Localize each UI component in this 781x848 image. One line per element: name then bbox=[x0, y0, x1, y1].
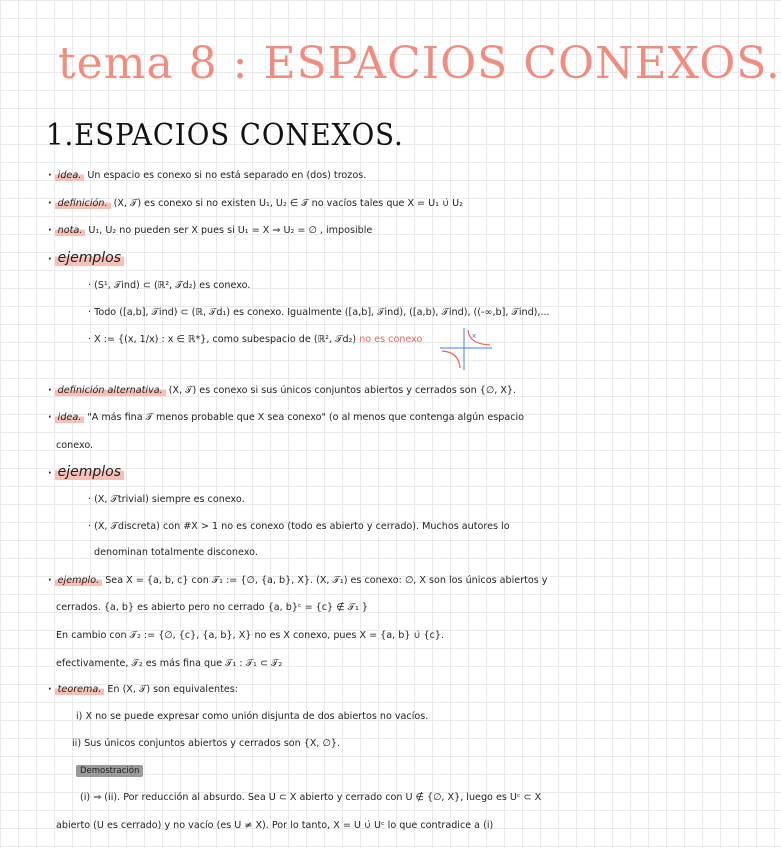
example-3-line: · ejemplo. Sea X = {a, b, c} con 𝒯₁ := {∅, {a, b}, X}. (X, 𝒯₁) es conexo: ∅, X son los únicos abiertos y bbox=[48, 575, 548, 586]
example-2b: · (X, 𝒯discreta) con #X > 1 no es conexo (todo es abierto y cerrado). Muchos autores lo bbox=[88, 521, 510, 532]
example-1c-red: no es conexo bbox=[359, 334, 423, 345]
proof-badge: Demostración bbox=[76, 765, 143, 777]
hyperbola-sketch bbox=[436, 326, 496, 372]
theorem-item-i: i) X no se puede expresar como unión disjunta de dos abiertos no vacíos. bbox=[76, 711, 429, 722]
example-2b-cont: denominan totalmente disconexo. bbox=[94, 547, 258, 558]
idea-text-2: "A más fina 𝒯 menos probable que X sea conexo" (o al menos que contenga algún espacio bbox=[87, 412, 525, 423]
idea-text: Un espacio es conexo si no está separado en (dos) trozos. bbox=[87, 170, 367, 181]
note-line: · nota. U₁, U₂ no pueden ser X pues si U₁ = X ⇒ U₂ = ∅ , imposible bbox=[48, 225, 373, 236]
note-tag: nota. bbox=[55, 225, 86, 236]
theorem-line: · teorema. En (X, 𝒯) son equivalentes: bbox=[48, 684, 238, 695]
definition-tag: definición. bbox=[55, 198, 111, 209]
hyperbola-branch-negative bbox=[442, 351, 460, 368]
proof-line-2: abierto (U es cerrado) y no vacío (es U ≠ X). Por lo tanto, X = U ∪̇ Uᶜ lo que contradice a (i) bbox=[56, 820, 494, 831]
example-3-line-2: cerrados. {a, b} es abierto pero no cerrado {a, b}ᶜ = {c} ∉ 𝒯₁ } bbox=[56, 602, 368, 613]
theorem-text: En (X, 𝒯) son equivalentes: bbox=[107, 684, 238, 695]
theorem-item-ii: ii) Sus únicos conjuntos abiertos y cerrados son {X, ∅}. bbox=[72, 738, 341, 749]
alt-definition-text: (X, 𝒯) es conexo si sus únicos conjuntos abiertos y cerrados son {∅, X}. bbox=[168, 385, 517, 396]
idea-line-1: · idea. Un espacio es conexo si no está separado en (dos) trozos. bbox=[48, 170, 367, 181]
example-3-text: Sea X = {a, b, c} con 𝒯₁ := {∅, {a, b}, X}. (X, 𝒯₁) es conexo: ∅, X son los únicos abiertos y bbox=[105, 575, 548, 586]
example-1a: · (S¹, 𝒯ind) ⊂ (ℝ², 𝒯d₂) es conexo. bbox=[88, 280, 251, 291]
examples-tag-1: ejemplos bbox=[55, 250, 124, 266]
note-text: U₁, U₂ no pueden ser X pues si U₁ = X ⇒ U₂ = ∅ , imposible bbox=[88, 225, 373, 236]
section-heading: 1.ESPACIOS CONEXOS. bbox=[46, 118, 404, 153]
example-1c-text: · X := {(x, 1/x) : x ∈ ℝ*}, como subespacio de (ℝ², 𝒯d₂) bbox=[88, 334, 357, 345]
alt-definition-tag: definición alternativa. bbox=[55, 385, 166, 396]
proof-label bbox=[76, 765, 143, 777]
examples-heading-1: · ejemplos bbox=[48, 252, 124, 266]
examples-tag-2: ejemplos bbox=[55, 464, 124, 480]
example-1b: · Todo ([a,b], 𝒯ind) ⊂ (ℝ, 𝒯d₁) es conexo. Igualmente ([a,b], 𝒯ind), ([a,b), 𝒯ind), ((-∞,b], 𝒯ind),... bbox=[88, 307, 550, 318]
examples-heading-2: · ejemplos bbox=[48, 466, 124, 480]
example-3-tag: ejemplo. bbox=[55, 575, 103, 586]
example-1c bbox=[88, 334, 422, 346]
idea-tag: idea. bbox=[55, 170, 85, 181]
theorem-tag: teorema. bbox=[55, 684, 105, 695]
alt-definition-line: · definición alternativa. (X, 𝒯) es conexo si sus únicos conjuntos abiertos y cerrados son {∅, X}. bbox=[48, 385, 517, 396]
idea-line-2-cont: conexo. bbox=[56, 440, 94, 451]
idea-tag-2: idea. bbox=[55, 412, 85, 423]
definition-line: · definición. (X, 𝒯) es conexo si no existen U₁, U₂ ∈ 𝒯 no vacíos tales que X = U₁ ∪̇ U₂ bbox=[48, 198, 464, 209]
example-2a: · (X, 𝒯trivial) siempre es conexo. bbox=[88, 494, 245, 505]
axis-label: x bbox=[472, 332, 477, 340]
example-3-line-3: En cambio con 𝒯₂ := {∅, {c}, {a, b}, X} no es X conexo, pues X = {a, b} ∪̇ {c}. bbox=[56, 630, 445, 641]
page-title: tema 8 : ESPACIOS CONEXOS. bbox=[58, 38, 781, 89]
example-3-line-4: efectivamente, 𝒯₂ es más fina que 𝒯₁ : 𝒯₁ ⊂ 𝒯₂ bbox=[56, 658, 283, 669]
idea-line-2: · idea. "A más fina 𝒯 menos probable que X sea conexo" (o al menos que contenga algún espacio bbox=[48, 412, 525, 423]
proof-line-1: (i) ⇒ (ii). Por reducción al absurdo. Sea U ⊂ X abierto y cerrado con U ∉ {∅, X}, luego es Uᶜ ⊂ X bbox=[80, 792, 542, 803]
definition-text: (X, 𝒯) es conexo si no existen U₁, U₂ ∈ 𝒯 no vacíos tales que X = U₁ ∪̇ U₂ bbox=[113, 198, 464, 209]
